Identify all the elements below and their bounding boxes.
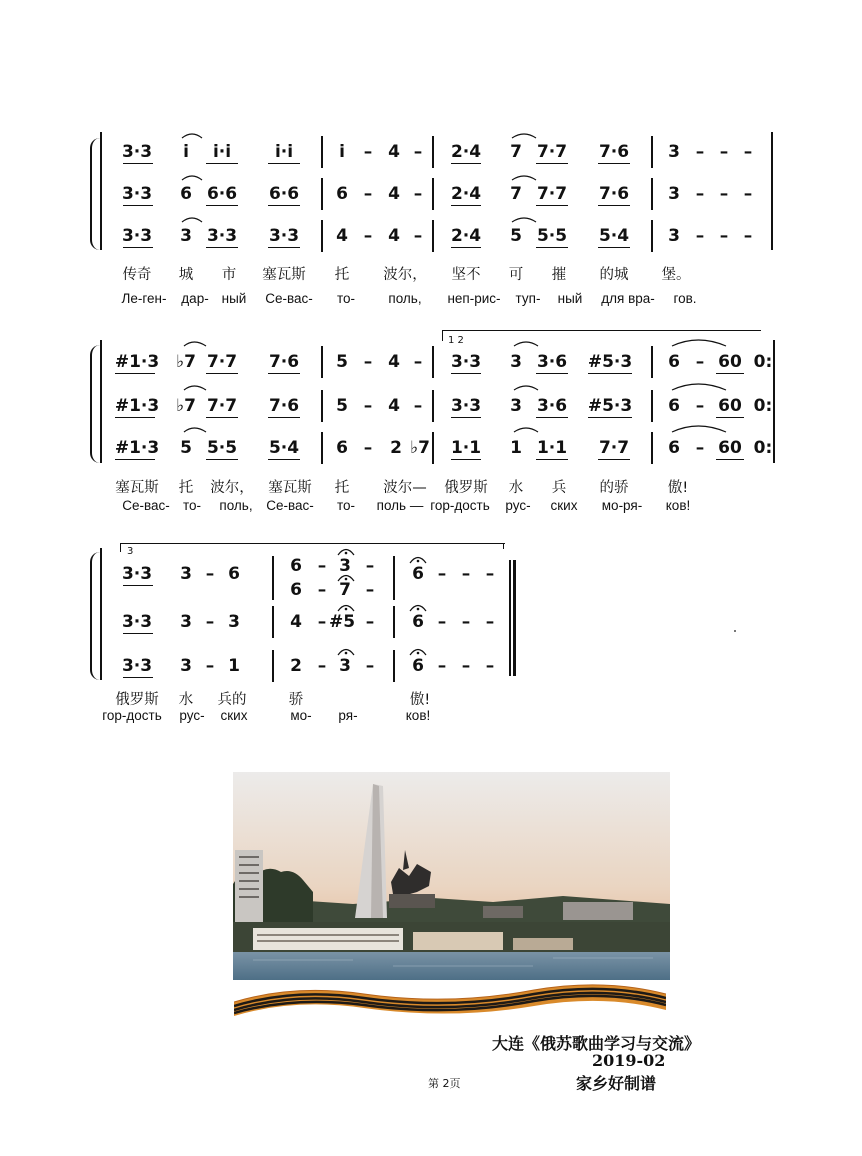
lyric-cn: 波尔— <box>383 480 427 496</box>
note: #1·3 <box>114 352 160 372</box>
note: 7 <box>339 580 351 600</box>
lyric-ru: гор-дость <box>102 708 162 723</box>
note: 1·1 <box>536 438 568 458</box>
lyric-ru: ков! <box>665 498 691 513</box>
beam-underline <box>598 163 630 164</box>
note: 3 <box>668 226 680 246</box>
note: – <box>461 564 471 584</box>
note: 3 <box>510 352 522 372</box>
stray-dot <box>734 630 736 632</box>
note: – <box>363 142 373 162</box>
page-number: 第 2页 <box>428 1077 461 1090</box>
note: 3 <box>339 556 351 576</box>
note: 7·6 <box>598 142 630 162</box>
beam-underline <box>451 247 481 248</box>
lyric-ru: то- <box>182 498 202 513</box>
barline <box>432 346 434 378</box>
note: 3 <box>228 612 240 632</box>
lyric-cn: 城 <box>178 267 194 283</box>
note: – <box>317 656 327 676</box>
note: – <box>485 564 495 584</box>
note: – <box>413 142 423 162</box>
note: 3 <box>180 564 192 584</box>
note: 3·3 <box>450 352 482 372</box>
note: 4 <box>388 142 400 162</box>
note: 3·6 <box>536 396 568 416</box>
barline <box>651 432 653 464</box>
note: #5·3 <box>587 352 633 372</box>
note: 2 <box>390 438 402 458</box>
note: – <box>719 226 729 246</box>
lyric-ru: рус- <box>179 708 205 723</box>
note: 7 <box>510 184 522 204</box>
note: 3 <box>180 612 192 632</box>
lyric-ru: гор-дость <box>430 498 490 513</box>
lyric-ru: то- <box>336 498 356 513</box>
note: ♭7 <box>176 352 196 372</box>
note: 2·4 <box>450 142 482 162</box>
note: 3·6 <box>536 352 568 372</box>
lyric-cn: 托 <box>334 267 350 283</box>
note: – <box>363 352 373 372</box>
note: 3 <box>339 656 351 676</box>
lyric-ru: ков! <box>405 708 431 723</box>
note: – <box>363 226 373 246</box>
note: – <box>205 564 215 584</box>
note: 0: <box>753 352 773 372</box>
end-barline <box>771 132 773 250</box>
barline <box>432 220 434 252</box>
fermata-icon <box>408 644 428 658</box>
note: – <box>365 656 375 676</box>
note: 3·3 <box>121 612 153 632</box>
barline <box>321 178 323 210</box>
lyric-ru: Се-вас- <box>122 498 170 513</box>
note: 60 <box>718 396 742 416</box>
note: 3·3 <box>268 226 300 246</box>
barline <box>432 432 434 464</box>
note: 3·3 <box>206 226 238 246</box>
fermata-icon <box>336 544 356 558</box>
lyric-cn: 水 <box>508 480 524 496</box>
note: 3 <box>180 226 192 246</box>
lyric-ru: ный <box>557 291 583 306</box>
barline <box>393 650 395 682</box>
note: – <box>413 184 423 204</box>
note: 4 <box>388 396 400 416</box>
note: 1 <box>228 656 240 676</box>
barline <box>651 390 653 422</box>
note: 6·6 <box>206 184 238 204</box>
note: 5·5 <box>536 226 568 246</box>
beam-underline <box>451 459 481 460</box>
beam-underline <box>123 585 153 586</box>
note: 4 <box>388 184 400 204</box>
ribbon-decoration <box>234 980 666 1020</box>
lyric-cn: 兵的 <box>217 692 247 708</box>
tie-arcs <box>510 128 574 258</box>
beam-underline <box>598 459 630 460</box>
credit-author: 家乡好制谱 <box>576 1074 657 1093</box>
beam-underline <box>268 205 300 206</box>
note: 4 <box>336 226 348 246</box>
volta-bracket <box>120 543 505 552</box>
note: – <box>743 226 753 246</box>
note: – <box>317 612 327 632</box>
note: – <box>365 612 375 632</box>
barline <box>432 178 434 210</box>
lyric-cn: 托 <box>334 480 350 496</box>
note: – <box>695 184 705 204</box>
note: 0: <box>753 438 773 458</box>
sevastopol-photo <box>233 772 670 980</box>
note: – <box>317 556 327 576</box>
beam-underline <box>588 417 632 418</box>
lyric-cn: 傲! <box>409 692 431 708</box>
beam-underline <box>123 163 153 164</box>
note: – <box>437 564 447 584</box>
note: – <box>205 612 215 632</box>
barline <box>272 650 274 682</box>
note: – <box>695 396 705 416</box>
note: 6 <box>336 438 348 458</box>
note: 60 <box>718 438 742 458</box>
beam-underline <box>123 247 153 248</box>
lyric-cn: 塞瓦斯 <box>115 480 159 496</box>
barline <box>651 178 653 210</box>
barline <box>272 606 274 638</box>
beam-underline <box>598 205 630 206</box>
note: 5 <box>336 396 348 416</box>
lyric-ru: ских <box>550 498 578 513</box>
lyric-ru: поль — <box>376 498 424 513</box>
beam-underline <box>115 459 155 460</box>
note: – <box>437 656 447 676</box>
beam-underline <box>451 205 481 206</box>
note: 5·4 <box>598 226 630 246</box>
lyric-ru: то- <box>336 291 356 306</box>
final-barline-thin <box>509 560 511 676</box>
beam-underline <box>451 417 481 418</box>
fermata-icon <box>336 600 356 614</box>
note: 6 <box>180 184 192 204</box>
system-barline <box>100 548 102 680</box>
note: – <box>719 142 729 162</box>
note: – <box>363 184 373 204</box>
beam-underline <box>123 205 153 206</box>
note: – <box>365 556 375 576</box>
lyric-ru: туп- <box>515 291 541 306</box>
note: – <box>485 612 495 632</box>
system-barline <box>100 340 102 463</box>
barline <box>432 136 434 168</box>
lyric-ru: неп-рис- <box>447 291 501 306</box>
note: 6 <box>412 612 424 632</box>
lyric-cn: 塞瓦斯 <box>268 480 312 496</box>
note: 60 <box>718 352 742 372</box>
lyric-cn: 坚不 <box>451 267 481 283</box>
note: 2 <box>290 656 302 676</box>
lyric-cn: 托 <box>178 480 194 496</box>
beam-underline <box>451 373 481 374</box>
note: – <box>743 142 753 162</box>
note: – <box>695 142 705 162</box>
barline <box>651 220 653 252</box>
lyric-ru: гов. <box>673 291 697 306</box>
final-barline-thick <box>513 560 516 676</box>
lyric-cn: 兵 <box>551 480 567 496</box>
note: – <box>461 656 471 676</box>
lyric-ru: ря- <box>338 708 358 723</box>
lyric-ru: для вра- <box>601 291 655 306</box>
note: 3·3 <box>121 226 153 246</box>
lyric-ru: мо-ря- <box>601 498 643 513</box>
barline <box>321 220 323 252</box>
note: – <box>743 184 753 204</box>
fermata-icon <box>336 644 356 658</box>
note: 5·4 <box>268 438 300 458</box>
lyric-ru: ный <box>221 291 247 306</box>
lyric-cn: 堡。 <box>661 267 691 283</box>
note: 6 <box>228 564 240 584</box>
note: 7·6 <box>268 352 300 372</box>
note: 6 <box>412 564 424 584</box>
note: – <box>413 352 423 372</box>
note: – <box>695 352 705 372</box>
note: #1·3 <box>114 438 160 458</box>
note: – <box>695 226 705 246</box>
lyric-cn: 水 <box>178 692 194 708</box>
note: 6 <box>668 396 680 416</box>
barline <box>272 556 274 600</box>
barline <box>321 136 323 168</box>
note: 0: <box>753 396 773 416</box>
credit-title: 大连《俄苏歌曲学习与交流》 <box>492 1034 701 1053</box>
note: 5 <box>336 352 348 372</box>
lyric-cn: 波尔， <box>383 267 427 283</box>
barline <box>321 432 323 464</box>
tie-arcs <box>668 338 738 468</box>
note: ♭7 <box>176 396 196 416</box>
lyric-cn: 传奇 <box>122 267 152 283</box>
barline <box>393 556 395 600</box>
lyric-cn: 的城 <box>599 267 629 283</box>
barline <box>321 346 323 378</box>
tie-arcs <box>510 338 574 468</box>
note: – <box>363 396 373 416</box>
note: 2·4 <box>450 226 482 246</box>
lyric-cn: 可 <box>508 267 524 283</box>
note: – <box>365 580 375 600</box>
note: 7·7 <box>206 352 238 372</box>
beam-underline <box>268 247 300 248</box>
lyric-ru: рус- <box>505 498 531 513</box>
lyric-cn: 骄 <box>288 692 304 708</box>
note: 5 <box>180 438 192 458</box>
note: 3·3 <box>121 564 153 584</box>
note: i <box>183 142 189 162</box>
beam-underline <box>123 677 153 678</box>
note: i·i <box>212 142 232 162</box>
note: 3 <box>510 396 522 416</box>
note: 3·3 <box>121 184 153 204</box>
lyric-cn: 摧 <box>551 267 567 283</box>
beam-underline <box>115 373 155 374</box>
note: i <box>339 142 345 162</box>
lyric-ru: Се-вас- <box>266 498 314 513</box>
system-barline <box>100 132 102 250</box>
barline <box>432 390 434 422</box>
note: 3·3 <box>121 656 153 676</box>
note: 3·3 <box>121 142 153 162</box>
beam-underline <box>268 459 300 460</box>
barline <box>651 346 653 378</box>
note: 7·7 <box>598 438 630 458</box>
volta-number: 3 <box>127 546 134 557</box>
beam-underline <box>268 373 300 374</box>
note: 3 <box>668 184 680 204</box>
fermata-icon <box>408 552 428 566</box>
lyric-cn: 波尔， <box>210 480 254 496</box>
lyric-cn: 俄罗斯 <box>444 480 488 496</box>
lyric-ru: мо- <box>290 708 312 723</box>
note: 2·4 <box>450 184 482 204</box>
note: 6 <box>668 352 680 372</box>
note: – <box>437 612 447 632</box>
note: ♭7 <box>410 438 430 458</box>
note: 7 <box>510 142 522 162</box>
note: 7·6 <box>598 184 630 204</box>
lyric-ru: Ле-ген- <box>121 291 167 306</box>
lyric-cn: 市 <box>221 267 237 283</box>
beam-underline <box>268 163 300 164</box>
note: – <box>461 612 471 632</box>
note: – <box>719 184 729 204</box>
note: – <box>485 656 495 676</box>
note: 7·6 <box>268 396 300 416</box>
beam-underline <box>115 417 155 418</box>
barline <box>393 606 395 638</box>
note: 1 <box>510 438 522 458</box>
lyric-ru: поль, <box>388 291 422 306</box>
note: 4 <box>388 352 400 372</box>
note: 4 <box>388 226 400 246</box>
fermata-icon <box>336 570 356 584</box>
lyric-cn: 俄罗斯 <box>115 692 159 708</box>
note: 7·7 <box>536 184 568 204</box>
note: #1·3 <box>114 396 160 416</box>
volta-end <box>503 543 504 549</box>
tie-arcs <box>180 128 244 258</box>
note: – <box>413 226 423 246</box>
note: 7·7 <box>536 142 568 162</box>
note: 5 <box>510 226 522 246</box>
lyric-ru: Се-вас- <box>265 291 313 306</box>
note: 4 <box>290 612 302 632</box>
note: 6 <box>290 556 302 576</box>
note: 3 <box>668 142 680 162</box>
note: 3 <box>180 656 192 676</box>
tie-arcs <box>180 338 244 468</box>
note: – <box>317 580 327 600</box>
beam-underline <box>588 373 632 374</box>
note: 6 <box>412 656 424 676</box>
lyric-cn: 塞瓦斯 <box>262 267 306 283</box>
end-barline <box>773 340 775 463</box>
note: 6 <box>668 438 680 458</box>
lyric-cn: 傲! <box>667 480 689 496</box>
beam-underline <box>451 163 481 164</box>
note: 6 <box>290 580 302 600</box>
lyric-ru: поль, <box>219 498 253 513</box>
lyric-ru: ских <box>220 708 248 723</box>
fermata-icon <box>408 600 428 614</box>
note: #5·3 <box>587 396 633 416</box>
note: – <box>205 656 215 676</box>
lyric-ru: дар- <box>181 291 209 306</box>
note: 7·7 <box>206 396 238 416</box>
note: i·i <box>274 142 294 162</box>
note: 5·5 <box>206 438 238 458</box>
note: 3·3 <box>450 396 482 416</box>
note: – <box>363 438 373 458</box>
note: – <box>413 396 423 416</box>
barline <box>321 390 323 422</box>
beam-underline <box>268 417 300 418</box>
barline <box>651 136 653 168</box>
beam-underline <box>598 247 630 248</box>
note: 6 <box>336 184 348 204</box>
note: 6·6 <box>268 184 300 204</box>
note: #5 <box>328 612 356 632</box>
credit-date: 2019-02 <box>592 1051 666 1070</box>
lyric-cn: 的骄 <box>599 480 629 496</box>
note: 1·1 <box>450 438 482 458</box>
beam-underline <box>123 633 153 634</box>
note: – <box>695 438 705 458</box>
volta-number: 1 2 <box>448 335 464 346</box>
